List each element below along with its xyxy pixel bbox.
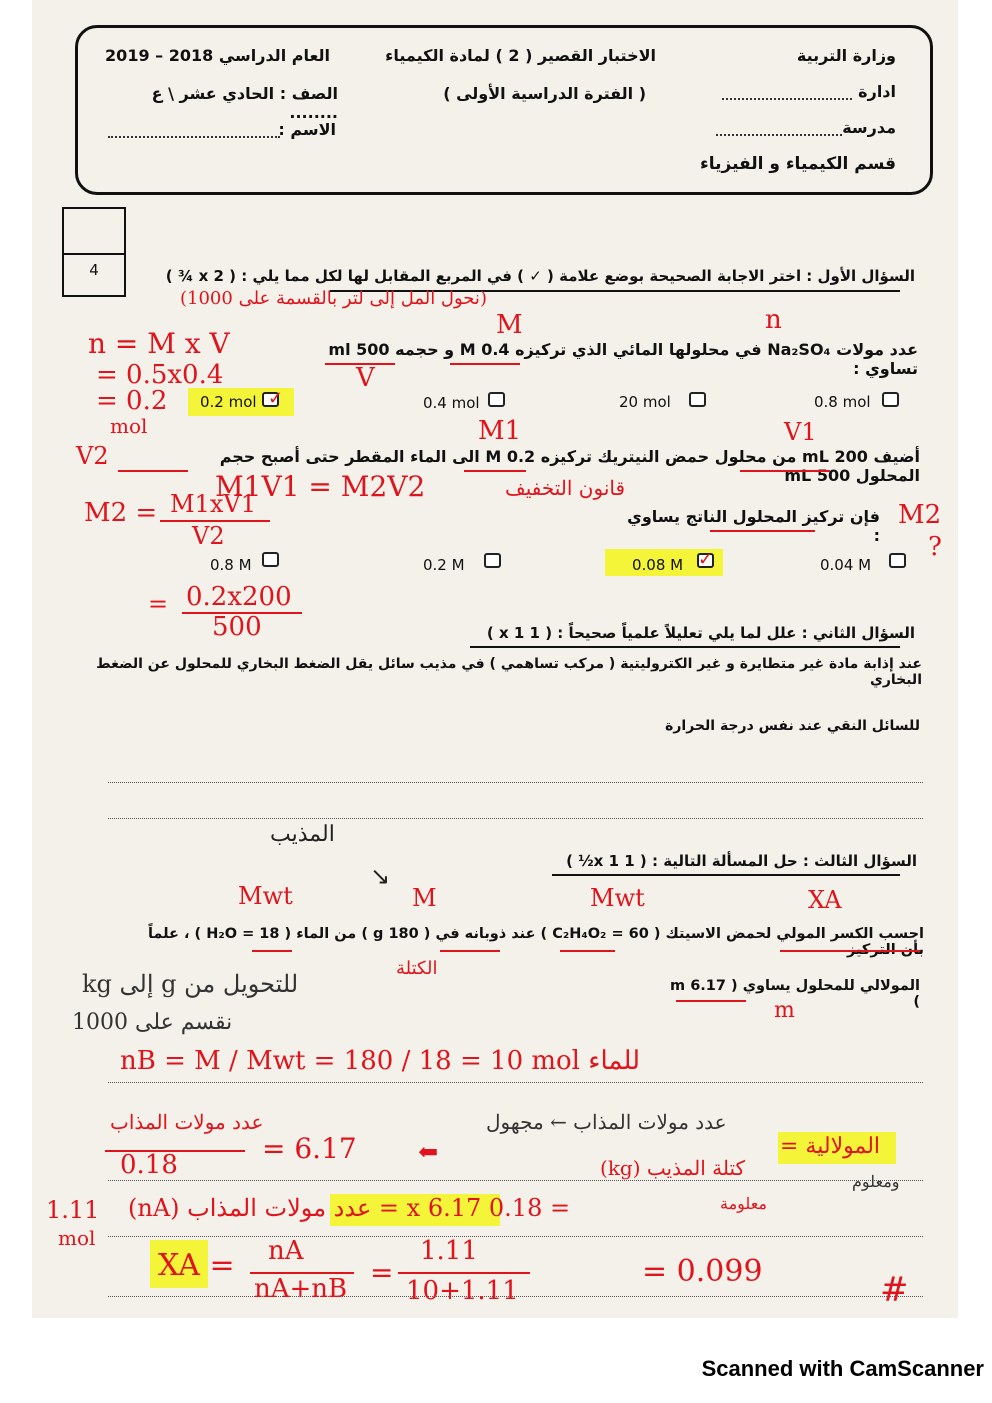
- hw-label-M3: M: [412, 884, 437, 912]
- hw-xa-result: = 0.099: [642, 1254, 763, 1289]
- hw-underline-6.17m: [676, 1000, 746, 1002]
- hw-label-V: V: [356, 363, 375, 393]
- hw-xa-lhs: XA =: [158, 1248, 235, 1283]
- hw-calc-num: 0.2x200: [186, 582, 292, 612]
- grade-label: الصف : الحادي عشر \ ع ........: [151, 84, 338, 122]
- academic-year: العام الدراسي 2018 – 2019: [105, 46, 330, 65]
- hw-m2-num: M1xV1: [170, 490, 256, 518]
- hw-dilution-name: قانون التخفيف: [505, 476, 626, 500]
- hw-underline-60: [560, 950, 615, 952]
- q3-title-underline: [552, 874, 900, 876]
- score-box: [62, 207, 126, 297]
- q1-item1-checkbox-b[interactable]: [689, 392, 706, 407]
- name-label: الاسم :: [278, 120, 336, 139]
- q1-item1-checkbox-a[interactable]: [882, 392, 899, 407]
- hw-tick-1: ✓: [268, 388, 284, 409]
- hw-underline-concentration: [710, 530, 815, 532]
- hw-underline-0.4M: [450, 363, 520, 365]
- hw-underline-18: [252, 950, 292, 952]
- hw-unknown: عدد مولات المذاب ← مجهول: [486, 1110, 727, 1134]
- department-label: قسم الكيمياء و الفيزياء: [700, 154, 896, 174]
- hw-solvent-label: المذيب: [270, 822, 335, 847]
- hw-xa-eq: =: [370, 1256, 394, 1289]
- score-value: 4: [89, 261, 99, 279]
- hw-nb-line: للماء nB = M / Mwt = 180 / 18 = 10 mol: [120, 1046, 640, 1076]
- hw-xa-den: nA+nB: [254, 1274, 348, 1304]
- hw-underline-mole-fraction: [780, 950, 920, 952]
- answer-line-4: [108, 1180, 923, 1181]
- q1-item1-text: عدد مولات Na₂SO₄ في محلولها المائي الذي تركيزه 0.4 M و حجمه 500 ml تساوي :: [328, 340, 918, 378]
- hw-label-M1: M1: [478, 416, 522, 446]
- arrow-down-icon: ↘: [370, 862, 391, 890]
- q1-item2-option-a: 0.04 M: [820, 556, 872, 574]
- hw-label-XA: XA: [808, 886, 842, 914]
- scanner-watermark: Scanned with CamScanner: [701, 1356, 984, 1381]
- hw-m2-den: V2: [192, 522, 225, 550]
- hw-kg-note2: نقسم على 1000: [72, 1010, 233, 1035]
- hw-xa-num: nA: [268, 1236, 304, 1266]
- answer-line-3: [108, 1082, 923, 1083]
- q2-text-line2: للسائل النقي عند نفس درجة الحرارة: [665, 718, 920, 734]
- name-blank: [108, 136, 280, 138]
- hw-calc-den: 500: [212, 612, 262, 642]
- hw-question-mark: ?: [928, 532, 942, 562]
- hw-xa-den2: 10+1.11: [406, 1276, 519, 1306]
- hw-molality-given: ومعلوم: [852, 1172, 900, 1191]
- hw-dilution: M1V1 = M2V2: [215, 470, 426, 503]
- hw-underline-500mL: [118, 470, 188, 472]
- hw-end-mark: #: [880, 1270, 909, 1310]
- q1-item2-text2: فإن تركيز المحلول الناتج يساوي :: [627, 507, 880, 545]
- hw-na-unit: mol: [58, 1226, 96, 1250]
- hw-kg-note1: للتحويل من g إلى kg: [82, 970, 299, 998]
- q1-item2-option-d: 0.8 M: [210, 556, 252, 574]
- ministry-label: وزارة التربية: [796, 46, 896, 65]
- answer-line-5: [108, 1236, 923, 1237]
- q2-text-line1: عند إذابة مادة غير متطايرة و غير الكتروليتية ( مركب تساهمي ) في مذيب سائل يقل الضغط البخاري للمحلول عن الضغط البخاري: [96, 656, 922, 688]
- q1-item2-checkbox-a[interactable]: [889, 553, 906, 568]
- hw-molality-word: المولالية =: [780, 1134, 881, 1159]
- q1-title: السؤال الأول : اختر الاجابة الصحيحة بوضع علامة ( ✓ ) في المربع المقابل لها لكل مما يلي : ( 2 x ¾ ): [165, 267, 915, 285]
- hw-label-m: m: [774, 998, 795, 1023]
- hw-underline-500ml: [325, 363, 395, 365]
- hw-mol-solute: عدد مولات المذاب: [110, 1110, 264, 1134]
- hw-known: معلومة: [720, 1194, 767, 1213]
- q1-item1-option-d: 0.2 mol: [200, 393, 257, 411]
- q1-item1-option-c: 0.4 mol: [423, 394, 480, 412]
- hw-label-n: n: [765, 305, 782, 335]
- q1-item2-checkbox-c[interactable]: [484, 553, 501, 568]
- answer-line-1: [108, 782, 923, 783]
- hw-note-convert-ml: (نحول المل إلى لتر بالقسمة على 1000): [180, 288, 487, 309]
- answer-line-2: [108, 818, 923, 819]
- hw-frac-den: 0.18: [120, 1150, 178, 1180]
- hw-underline-0.2M: [464, 470, 526, 472]
- hw-label-V1: V1: [784, 418, 817, 446]
- hw-xa-fraction-bar-2: [398, 1272, 530, 1274]
- hw-tick-2: ✓: [698, 549, 714, 570]
- hw-calc-equals: =: [148, 590, 169, 618]
- q3-text-line1: احسب الكسر المولي لحمض الاسيتك ( C₂H₄O₂ = 60 ) عند ذوبانه في ( 180 g ) من الماء ( H₂O = 18 ) ، علماً بأن التركيز: [147, 926, 924, 958]
- school-blank: [716, 134, 842, 136]
- hw-label-Mwt1: Mwt: [238, 882, 293, 910]
- q1-item2-option-c: 0.2 M: [423, 556, 465, 574]
- hw-n-unit: mol: [110, 414, 148, 438]
- hw-na-val: 1.11: [46, 1196, 100, 1224]
- q1-item1-option-a: 0.8 mol: [814, 393, 871, 411]
- hw-frac-val: = 6.17: [262, 1132, 357, 1165]
- hw-xa-num2: 1.11: [420, 1236, 478, 1266]
- exam-title: الاختبار القصير ( 2 ) لمادة الكيمياء: [385, 46, 656, 65]
- hw-mass-word: الكتلة: [396, 958, 438, 979]
- hw-label-M: M: [496, 310, 523, 340]
- q1-item1-checkbox-c[interactable]: [488, 392, 505, 407]
- q2-title: السؤال الثاني : علل لما يلي تعليلاً علمياً صحيحاً : ( 1 x 1 ): [486, 624, 915, 642]
- hw-m2-lhs: M2 =: [84, 498, 158, 528]
- school-label: مدرسة: [842, 118, 896, 137]
- hw-n-formula: n = M x V: [88, 327, 230, 360]
- hw-mass-solvent: كتلة المذيب (kg): [600, 1156, 746, 1180]
- hw-label-Mwt2: Mwt: [590, 884, 645, 912]
- hw-underline-180g: [440, 950, 500, 952]
- arrow-left-icon: ⬅: [418, 1138, 439, 1166]
- q1-item1-option-b: 20 mol: [619, 393, 671, 411]
- admin-label: ادارة: [858, 82, 896, 101]
- admin-blank: [722, 98, 852, 100]
- q3-text-line2: المولالي للمحلول يساوي ( 6.17 m ): [670, 978, 920, 1010]
- q1-item2-option-b: 0.08 M: [632, 556, 684, 574]
- q1-item2-checkbox-d[interactable]: [262, 552, 279, 567]
- hw-na-line: = 0.18 x 6.17 = عدد مولات المذاب (nA): [128, 1194, 571, 1222]
- exam-term: ( الفترة الدراسية الأولى ): [443, 84, 646, 103]
- hw-n-step2: = 0.2: [96, 386, 168, 416]
- hw-underline-200mL: [740, 470, 830, 472]
- q1-item2-text: أضيف 200 mL من محلول حمض النيتريك تركيزه 0.2 M الى الماء المقطر حتى أصبح حجم المحلول 500 mL: [219, 447, 920, 485]
- q2-title-underline: [470, 646, 900, 648]
- hw-label-V2: V2: [76, 442, 109, 470]
- hw-label-M2: M2: [898, 500, 942, 530]
- q3-title: السؤال الثالث : حل المسألة التالية : ( 1 x 1½ ): [566, 852, 917, 870]
- hw-n-step1: = 0.5x0.4: [96, 360, 224, 390]
